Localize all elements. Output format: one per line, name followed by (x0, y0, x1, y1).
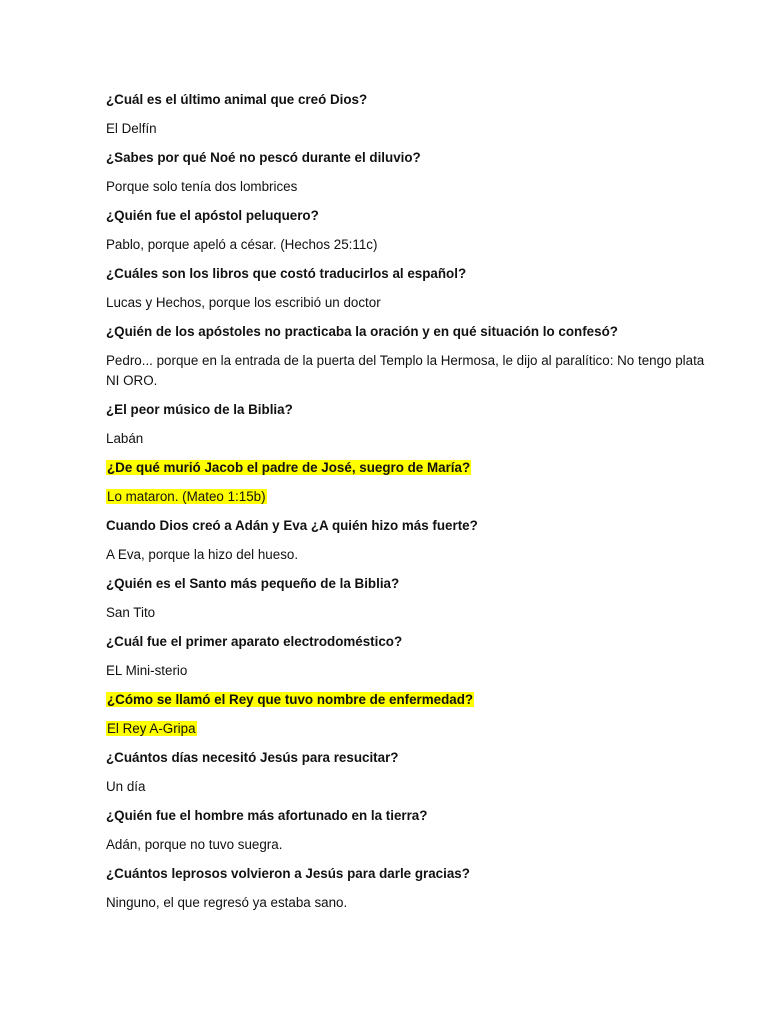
answer-text: A Eva, porque la hizo del hueso. (106, 547, 299, 562)
question-line (106, 148, 706, 168)
answer-line (106, 351, 706, 391)
answer-line (106, 835, 706, 855)
question-line (106, 806, 706, 826)
answer-text: El Delfín (106, 121, 157, 136)
answer-line (106, 429, 706, 449)
answer-line (106, 603, 706, 623)
question-text: ¿Cuántos leprosos volvieron a Jesús para darle gracias? (106, 866, 470, 881)
question-text: ¿Quién fue el apóstol peluquero? (106, 208, 319, 223)
answer-text: Lo mataron. (Mateo 1:15b) (107, 489, 266, 504)
answer-line (106, 661, 706, 681)
question-text: ¿Cuáles son los libros que costó traducirlos al español? (106, 266, 467, 281)
answer-line (106, 119, 706, 139)
question-text: ¿Cuántos días necesitó Jesús para resucitar? (106, 750, 399, 765)
answer-text: Pablo, porque apeló a césar. (Hechos 25:11c) (106, 237, 378, 252)
question-line (106, 864, 706, 884)
question-line (106, 632, 706, 652)
answer-text: Porque solo tenía dos lombrices (106, 179, 298, 194)
question-line (106, 748, 706, 768)
answer-line (106, 293, 706, 313)
question-line (106, 206, 706, 226)
answer-line (106, 177, 706, 197)
answer-text: Adán, porque no tuvo suegra. (106, 837, 283, 852)
answer-line (106, 777, 706, 797)
answer-line (106, 487, 706, 507)
question-line (106, 322, 706, 342)
answer-text: Pedro... porque en la entrada de la puerta del Templo la Hermosa, le dijo al paralítico: No tengo plata NI ORO. (106, 353, 705, 388)
answer-line (106, 719, 706, 739)
question-text: Cuando Dios creó a Adán y Eva ¿A quién hizo más fuerte? (106, 518, 478, 533)
question-line (106, 516, 706, 536)
answer-text: EL Mini-sterio (106, 663, 188, 678)
answer-text: Un día (106, 779, 146, 794)
answer-text: San Tito (106, 605, 156, 620)
question-line (106, 458, 706, 478)
question-line (106, 690, 706, 710)
answer-line (106, 545, 706, 565)
question-text: ¿Cómo se llamó el Rey que tuvo nombre de enfermedad? (107, 692, 474, 707)
question-text: ¿De qué murió Jacob el padre de José, suegro de María? (107, 460, 471, 475)
question-text: ¿Quién de los apóstoles no practicaba la oración y en qué situación lo confesó? (106, 324, 618, 339)
answer-text: Lucas y Hechos, porque los escribió un doctor (106, 295, 381, 310)
question-line (106, 90, 706, 110)
joke-list (106, 90, 706, 922)
answer-line (106, 893, 706, 913)
question-text: ¿El peor músico de la Biblia? (106, 402, 293, 417)
answer-text: Labán (106, 431, 144, 446)
answer-text: El Rey A-Gripa (107, 721, 196, 736)
question-line (106, 400, 706, 420)
question-text: ¿Cuál es el último animal que creó Dios? (106, 92, 368, 107)
answer-text: Ninguno, el que regresó ya estaba sano. (106, 895, 348, 910)
question-text: ¿Cuál fue el primer aparato electrodoméstico? (106, 634, 403, 649)
question-line (106, 574, 706, 594)
question-line (106, 264, 706, 284)
question-text: ¿Quién fue el hombre más afortunado en la tierra? (106, 808, 428, 823)
question-text: ¿Sabes por qué Noé no pescó durante el diluvio? (106, 150, 421, 165)
question-text: ¿Quién es el Santo más pequeño de la Biblia? (106, 576, 400, 591)
answer-line (106, 235, 706, 255)
